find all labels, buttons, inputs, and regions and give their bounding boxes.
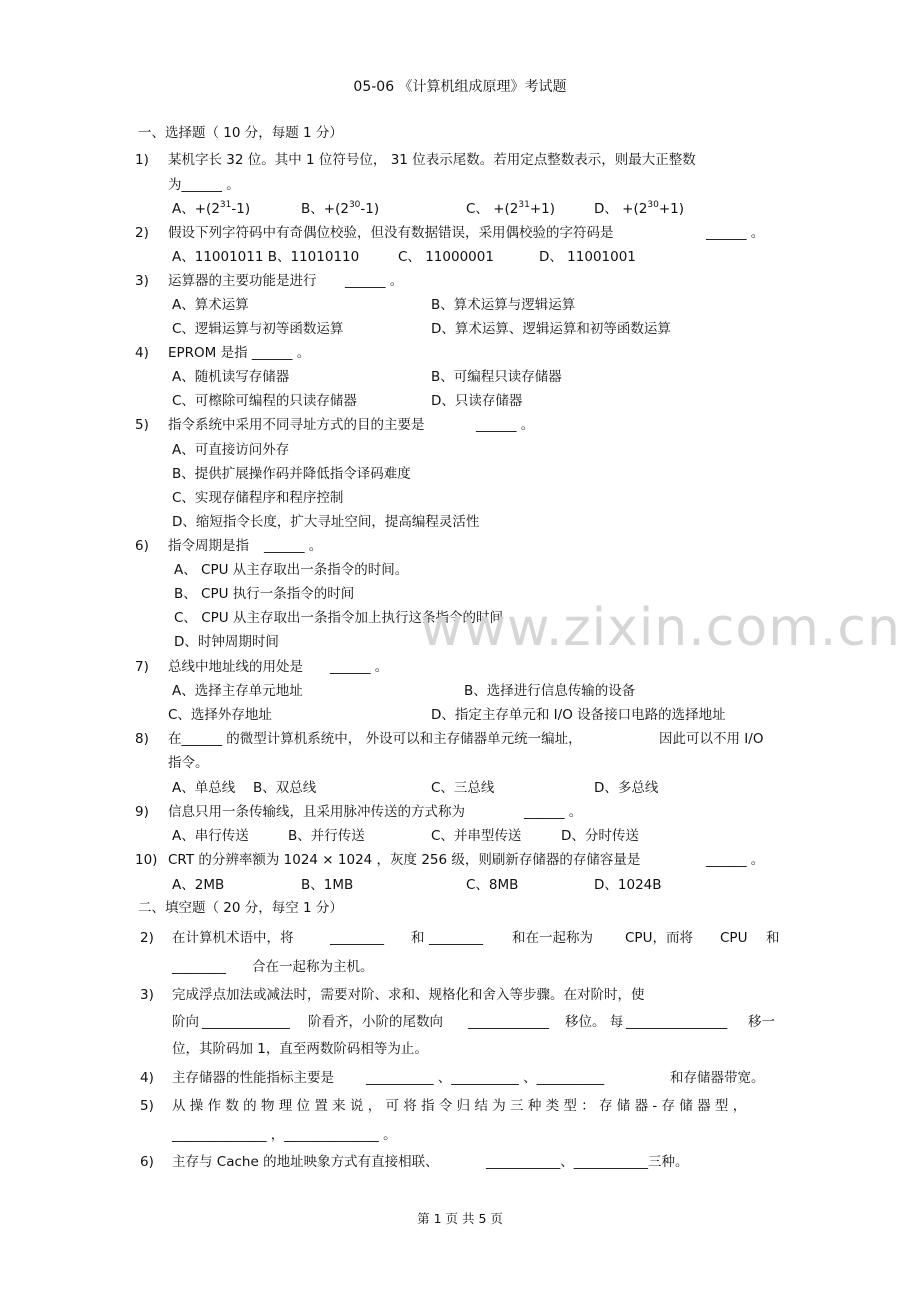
question-text: 假设下列字符码中有奇偶位校验，但没有数据错误，采用偶校验的字符码是 bbox=[168, 225, 614, 241]
question-text: 在计算机术语中，将 bbox=[172, 930, 294, 946]
option-d: D、指定主存单元和 I/O 设备接口电路的选择地址 bbox=[431, 707, 726, 723]
question-number: 1) bbox=[135, 152, 149, 168]
answer-blank: __________ 、__________ 、__________ bbox=[366, 1070, 605, 1086]
question-text: 在______ 的微型计算机系统中， 外设可以和主存储器单元统一编址， bbox=[168, 731, 582, 747]
option-b: B、 CPU 执行一条指令的时间 bbox=[174, 586, 355, 602]
option-b: B、$+(2^{30}-1)$ bbox=[301, 200, 380, 217]
option-c: C、 11000001 bbox=[398, 249, 494, 265]
option-a: A、$+(2^{31}-1)$ bbox=[172, 200, 251, 217]
watermark: www.zixin.com.cn bbox=[420, 598, 901, 658]
question-text: CPU bbox=[720, 930, 748, 946]
answer-blank: ______ 。 bbox=[330, 659, 389, 675]
option-a: A、2MB bbox=[172, 877, 225, 893]
question-text: 阶看齐，小阶的尾数向 bbox=[308, 1014, 443, 1030]
question-text: 运算器的主要功能是进行 bbox=[168, 273, 317, 289]
option-a: A、单总线 bbox=[172, 780, 236, 796]
question-number: 2) bbox=[135, 225, 149, 241]
option-a: A、算术运算 bbox=[172, 297, 249, 313]
question-number: 3) bbox=[140, 987, 154, 1003]
option-b: B、算术运算与逻辑运算 bbox=[431, 297, 576, 313]
question-text: 指令周期是指 bbox=[168, 538, 249, 554]
answer-blank: ________ bbox=[330, 930, 384, 946]
option-a: A、选择主存单元地址 bbox=[172, 683, 303, 699]
question-text: CPU，而将 bbox=[625, 930, 693, 946]
question-text: 主存与 Cache 的地址映象方式有直接相联、 bbox=[172, 1154, 439, 1170]
answer-blank: ______ 。 bbox=[345, 273, 404, 289]
option-c: C、 CPU 从主存取出一条指令加上执行这条指令的时间 bbox=[174, 610, 503, 626]
option-c: C、选择外存地址 bbox=[168, 707, 272, 723]
question-number: 5) bbox=[135, 417, 149, 433]
question-text: 合在一起称为主机。 bbox=[252, 959, 374, 975]
option-d: D、多总线 bbox=[594, 780, 659, 796]
question-text: 位，其阶码加 1，直至两数阶码相等为止。 bbox=[172, 1041, 428, 1057]
question-text: 主存储器的性能指标主要是 bbox=[172, 1070, 334, 1086]
question-text: 移一 bbox=[748, 1014, 775, 1030]
answer-blank: ________ bbox=[429, 930, 483, 946]
question-text: 信息只用一条传输线，且采用脉冲传送的方式称为 bbox=[168, 804, 465, 820]
answer-blank: ______ 。 bbox=[524, 804, 583, 820]
question-text: EPROM 是指 ______ 。 bbox=[168, 345, 311, 361]
option-a-b: A、11001011 B、11010110 bbox=[172, 249, 360, 265]
question-number: 4) bbox=[135, 345, 149, 361]
option-a: A、随机读写存储器 bbox=[172, 369, 290, 385]
option-c: C、实现存储程序和程序控制 bbox=[172, 490, 344, 506]
option-d: D、时钟周期时间 bbox=[174, 634, 279, 650]
option-a: A、串行传送 bbox=[172, 828, 249, 844]
option-d: D、1024B bbox=[594, 877, 662, 893]
option-b: B、提供扩展操作码并降低指令译码难度 bbox=[172, 466, 411, 482]
page-footer: 第 1 页 共 5 页 bbox=[417, 1211, 503, 1226]
question-text: 和在一起称为 bbox=[512, 930, 593, 946]
question-number: 6) bbox=[140, 1154, 154, 1170]
option-d: D、分时传送 bbox=[561, 828, 639, 844]
option-d: D、缩短指令长度，扩大寻址空间，提高编程灵活性 bbox=[172, 514, 480, 530]
question-number: 2) bbox=[140, 930, 154, 946]
answer-blank: _____________ bbox=[202, 1014, 290, 1030]
option-c: C、逻辑运算与初等函数运算 bbox=[172, 321, 344, 337]
question-text: CRT 的分辨率额为 1024 × 1024 ，灰度 256 级，则刷新存储器的存储容量是 bbox=[168, 852, 641, 868]
question-text: 为______ 。 bbox=[168, 177, 240, 193]
question-text: 阶向 bbox=[172, 1014, 199, 1030]
question-number: 9) bbox=[135, 804, 149, 820]
answer-blank: ______________ ，______________ 。 bbox=[172, 1127, 397, 1143]
option-c: C、8MB bbox=[466, 877, 519, 893]
question-number: 10) bbox=[135, 852, 158, 868]
answer-blank: ____________ bbox=[468, 1014, 549, 1030]
question-text: 某机字长 32 位。其中 1 位符号位， 31 位表示尾数。若用定点整数表示，则最大正整数 bbox=[168, 152, 696, 168]
option-b: B、可编程只读存储器 bbox=[431, 369, 562, 385]
question-number: 3) bbox=[135, 273, 149, 289]
option-d: D、算术运算、逻辑运算和初等函数运算 bbox=[431, 321, 671, 337]
option-d: D、 $+(2^{30}+1)$ bbox=[594, 200, 684, 217]
question-text: 和 bbox=[411, 930, 425, 946]
option-b: B、双总线 bbox=[253, 780, 317, 796]
choice-section-header: 一、选择题（ 10 分，每题 1 分） bbox=[138, 125, 343, 141]
question-text: 完成浮点加法或减法时，需要对阶、求和、规格化和舍入等步骤。在对阶时，使 bbox=[172, 987, 645, 1003]
option-d: D、只读存储器 bbox=[431, 393, 523, 409]
question-number: 4) bbox=[140, 1070, 154, 1086]
option-d: D、 11001001 bbox=[539, 249, 636, 265]
option-b: B、选择进行信息传输的设备 bbox=[464, 683, 636, 699]
answer-blank: ______ 。 bbox=[706, 852, 765, 868]
question-number: 5) bbox=[140, 1098, 154, 1114]
option-a: A、 CPU 从主存取出一条指令的时间。 bbox=[174, 562, 409, 578]
option-c: C、三总线 bbox=[431, 780, 495, 796]
answer-blank: ___________、___________三种。 bbox=[486, 1154, 689, 1170]
option-c: C、 $+(2^{31}+1)$ bbox=[466, 200, 556, 217]
question-text: 指令系统中采用不同寻址方式的目的主要是 bbox=[168, 417, 425, 433]
question-text: 和存储器带宽。 bbox=[670, 1070, 765, 1086]
question-text: 总线中地址线的用处是 bbox=[168, 659, 303, 675]
answer-blank: _______________ bbox=[626, 1014, 728, 1030]
option-c: C、并串型传送 bbox=[431, 828, 522, 844]
question-text: 从 操 作 数 的 物 理 位 置 来 说 ， 可 将 指 令 归 结 为 三 种 类 型 ： 存 储 器 - 存 储 器 型 ， bbox=[172, 1098, 747, 1114]
question-text: 指令。 bbox=[168, 755, 209, 771]
answer-blank: ________ bbox=[172, 959, 226, 975]
option-a: A、可直接访问外存 bbox=[172, 442, 290, 458]
answer-blank: ______ 。 bbox=[264, 538, 323, 554]
exam-title: 05-06 《计算机组成原理》考试题 bbox=[353, 79, 567, 95]
option-b: B、1MB bbox=[301, 877, 354, 893]
answer-blank: ______ 。 bbox=[476, 417, 535, 433]
question-number: 8) bbox=[135, 731, 149, 747]
question-text: 和 bbox=[766, 930, 780, 946]
answer-blank: ______ 。 bbox=[706, 225, 765, 241]
fill-section-header: 二、填空题（ 20 分，每空 1 分） bbox=[138, 900, 343, 916]
question-text: 因此可以不用 I/O bbox=[659, 731, 764, 747]
option-b: B、并行传送 bbox=[288, 828, 365, 844]
question-number: 7) bbox=[135, 659, 149, 675]
question-text: 移位。 每 bbox=[565, 1014, 624, 1030]
question-number: 6) bbox=[135, 538, 149, 554]
option-c: C、可檫除可编程的只读存储器 bbox=[172, 393, 357, 409]
